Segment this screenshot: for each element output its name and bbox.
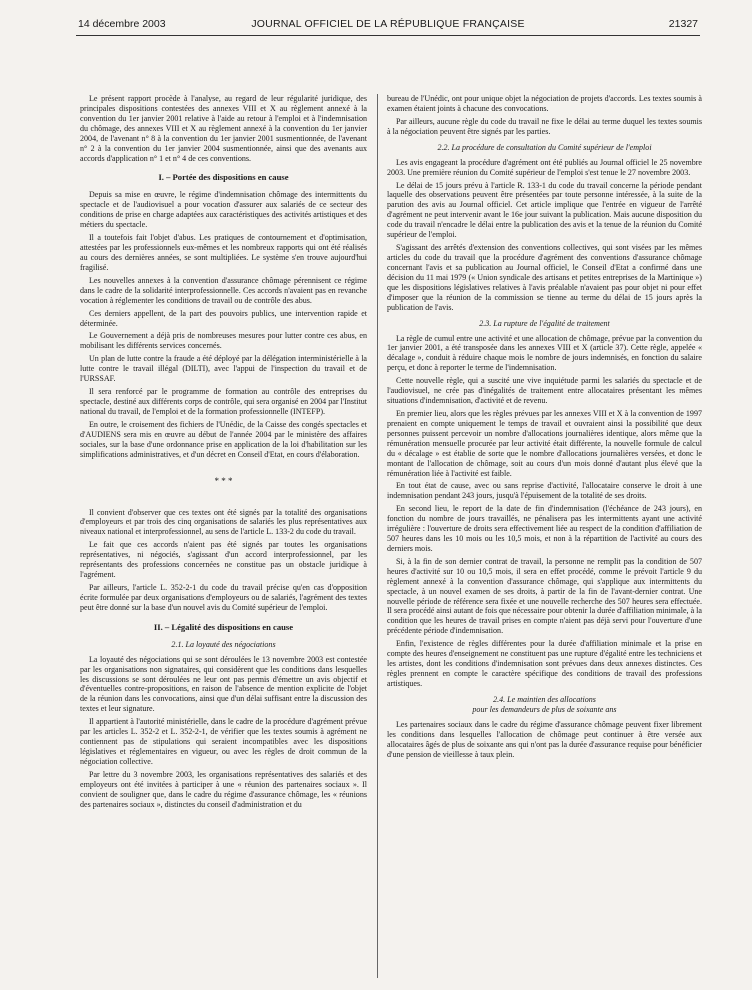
paragraph: En premier lieu, alors que les règles prévues par les annexes VIII et X à la convention de 1997 prenaient en compte uniquement le temps de travail et ouvraient ainsi la possibilité que deux personnes puissent percevoir un nombre d'allocations journalières identique, alors même que la rémunération mensuelle procurée par leur activité était différente, la nouvelle formule de calcul du « décalage » est établie de sorte que le nombre d'allocations journalières versées, et donc le montant de l'allocation de chômage, soit au cours d'un mois donné d'autant plus élevé que la rémunération liée à l'activité est faible. — [387, 408, 702, 478]
section-separator-stars: * * * — [214, 475, 233, 486]
paragraph: La loyauté des négociations qui se sont déroulées le 13 novembre 2003 est contestée par les organisations non signataires, qui considèrent que les conditions dans lesquelles les discussions se sont déroulées ne leur ont pas permis d'émettre un avis objectif et d'éventuelles contre-propositions, en raison de l'absence de mention explicite de l'objet de la réunion dans les convocations, ainsi que d'un délai suffisant entre la discussion des textes et leur signature. — [80, 654, 367, 714]
after-stars-body — [80, 508, 367, 613]
section-2-4-heading — [387, 695, 702, 715]
section-1-body — [80, 190, 367, 459]
section-2-4-heading-line-1: 2.4. Le maintien des allocations — [493, 694, 596, 704]
paragraph: En second lieu, le report de la date de fin d'indemnisation (l'échéance de 243 jours), en fonction du nombre de jours travaillés, ne pénalisera pas les intermittents ayant une activité irrégulière : l'ouverture de droits sera effectivement liée au respect de la condition d'affiliation de 507 heures dans les 10 mois ou les 10,5 mois, et non à la répartition de l'activité au cours des derniers mois. — [387, 504, 702, 553]
section-2-heading: II. – Légalité des dispositions en cause — [153, 621, 294, 632]
intro-paragraph: Le présent rapport procède à l'analyse, au regard de leur régularité juridique, des principales dispositions contestées des annexes VIII et X au règlement annexé à la convention du 1er janvier 2001 relative à l'aide au retour à l'emploi et à l'indemnisation du chômage, des annexes VIII et X au règlement annexé à la convention du 1er janvier 2004, de l'avenant n° 8 à la convention du 1er janvier 2001 susmentionnée, de l'avenant n° 2 à la convention du 1er janvier 2004 susmentionnée, ainsi que des avenants aux accords d'application n° 1 et n° 4 de ces conventions. — [80, 94, 367, 163]
paragraph: Les partenaires sociaux dans le cadre du régime d'assurance chômage peuvent fixer librement les conditions dans lesquelles l'allocation de chômage peut continuer à être versée aux allocataires âgés de plus de soixante ans qui n'ont pas la durée d'assurance requise pour bénéficier d'une pension de vieillesse à taux plein. — [387, 719, 702, 759]
section-2-3-heading: 2.3. La rupture de l'égalité de traitement — [479, 318, 610, 328]
header-journal-title: JOURNAL OFFICIEL DE LA RÉPUBLIQUE FRANÇAISE — [251, 18, 525, 30]
paragraph: Depuis sa mise en œuvre, le régime d'indemnisation chômage des intermittents du spectacle et de l'audiovisuel a pour vocation d'assurer aux salariés de ce secteur des conditions de prise en charge adaptées aux caractéristiques des activités artistiques et des métiers du spectacle. — [80, 190, 367, 230]
section-2-3-body — [387, 334, 702, 689]
header-date: 14 décembre 2003 — [78, 18, 166, 30]
section-2-4-heading-line-2: pour les demandeurs de plus de soixante ans — [472, 704, 617, 714]
paragraph: La règle de cumul entre une activité et une allocation de chômage, prévue par la convention du 1er janvier 2001, a été transposée dans les annexes VIII et X (article 37). Cette règle, appelée « décalage », conduit à réduire chaque mois le nombre de jours indemnisés, en fonction du salaire perçu, et donc à reporter le terme de l'indemnisation. — [387, 333, 702, 373]
paragraph: Il sera renforcé par le programme de formation au contrôle des entreprises du spectacle, destiné aux différents corps de contrôle, qui sera organisé en 2004 par l'Institut national du travail, de l'emploi et de la formation professionnelle (INTEFP). — [80, 387, 367, 416]
section-2-2-heading: 2.2. La procédure de consultation du Comité supérieur de l'emploi — [437, 142, 652, 152]
header-page-number: 21327 — [668, 18, 698, 30]
section-2-1-body — [80, 655, 367, 810]
left-column — [80, 94, 367, 813]
section-1-heading: I. – Portée des dispositions en cause — [158, 172, 289, 183]
section-2-2-body — [387, 158, 702, 313]
paragraph: Par ailleurs, l'article L. 352-2-1 du code du travail précise qu'en cas d'opposition écrite formulée par deux organisations d'employeurs ou de salariés, l'agrément des textes peut être donné sur la base d'un nouvel avis du Comité supérieur de l'emploi. — [80, 582, 367, 612]
paragraph: En tout état de cause, avec ou sans reprise d'activité, l'allocataire conserve le droit à une indemnisation pendant 243 jours, jusqu'à l'épuisement de la totalité de ses droits. — [387, 481, 702, 501]
paragraph: Le Gouvernement a déjà pris de nombreuses mesures pour lutter contre ces abus, en mobilisant les différents services concernés. — [80, 331, 367, 351]
paragraph: Il a toutefois fait l'objet d'abus. Les pratiques de contournement et d'optimisation, attestées par les professionnels eux-mêmes et les nombreux rapports qui ont été réalisés au cours des dernières années, se sont multipliées. Le système s'en trouve aujourd'hui fragilisé. — [80, 233, 367, 272]
page-header — [78, 14, 698, 34]
section-2-1-heading: 2.1. La loyauté des négociations — [171, 639, 276, 649]
paragraph: Si, à la fin de son dernier contrat de travail, la personne ne remplit pas la condition de 507 heures d'activité sur 10 ou 10,5 mois, il sera en effet procédé, comme le prévoit l'article 9 du règlement annexé à la convention d'assurance chômage, qui s'applique aux intermittents du spectacle, à un nouvel examen de ses droits, à partir de la fin de l'avant-dernier contrat. Une nouvelle période de référence sera fixée et une nouvelle recherche des 507 heures sera effectuée. Il sera procédé ainsi autant de fois que nécessaire pour obtenir la durée d'affiliation minimale, à la condition que les heures de travail prises en compte n'aient pas déjà servi pour l'ouverture d'une précédente période d'indemnisation. — [387, 556, 702, 636]
paragraph: Le fait que ces accords n'aient pas été signés par toutes les organisations représentatives, ni négociés, s'agissant d'un accord interprofessionnel, par les représentants des professions concernées ne constitue pas un obstacle juridique à l'agrément. — [80, 540, 367, 580]
paragraph: Il appartient à l'autorité ministérielle, dans le cadre de la procédure d'agrément prévue par les articles L. 352-2 et L. 352-2-1, de vérifier que les textes soumis à agrément ne contiennent pas de stipulations qui seraient incompatibles avec les dispositions législatives et réglementaires en vigueur, ou avec les règles de droit commun de la négociation collective. — [80, 717, 367, 766]
continued-paragraph: bureau de l'Unédic, ont pour unique objet la négociation de projets d'accords. Les textes soumis à examen étaient joints à chacune des convocations. — [387, 94, 702, 113]
column-divider — [377, 94, 378, 978]
paragraph: Les nouvelles annexes à la convention d'assurance chômage pérennisent ce régime dans le cadre de la solidarité interprofessionnelle. Ces accords n'avaient pas en revanche vocation à réglementer les conditions de travail ou de contrôle des abus. — [80, 275, 367, 305]
section-2-4-body — [387, 720, 702, 760]
right-column — [387, 94, 702, 763]
paragraph: Par lettre du 3 novembre 2003, les organisations représentatives des salariés et des employeurs ont été invitées à participer à une « réunion des partenaires sociaux ». Il convient de souligner que, dans le cadre du régime d'assurance chômage, les « réunions des partenaires sociaux », distinctes du conseil d'administration et du — [80, 769, 367, 809]
paragraph: Ces derniers appellent, de la part des pouvoirs publics, une intervention rapide et déterminée. — [80, 308, 367, 328]
paragraph: Enfin, l'existence de règles différentes pour la durée d'affiliation minimale et la prise en compte des heures d'enseignement ne constituent pas une rupture d'égalité entre les techniciens et les artistes, dont les conditions d'indemnisation sont prévues dans deux annexes distinctes. Ces règles prennent en compte le caractère spécifique des conditions de travail des professions artistiques. — [387, 639, 702, 688]
paragraph: Un plan de lutte contre la fraude a été déployé par la délégation interministérielle à la lutte contre le travail illégal (DILTI), avec l'appui de l'inspection du travail et de l'URSSAF. — [80, 354, 367, 384]
paragraph: Cette nouvelle règle, qui a suscité une vive inquiétude parmi les salariés du spectacle et de l'audiovisuel, ne crée pas d'inégalités de traitement entre allocataires présentant les mêmes situations d'indemnisation, d'activité et de revenu. — [387, 376, 702, 406]
paragraph: Par ailleurs, aucune règle du code du travail ne fixe le délai au terme duquel les textes soumis à la négociation peuvent être signés par les parties. — [387, 116, 702, 136]
header-rule — [76, 35, 700, 36]
paragraph: Il convient d'observer que ces textes ont été signés par la totalité des organisations d'employeurs et par trois des cinq organisations de salariés les plus représentatives aux niveaux national et interprofessionnel, au sens de l'article L. 133-2 du code du travail. — [80, 507, 367, 537]
paragraph: Les avis engageant la procédure d'agrément ont été publiés au Journal officiel le 25 novembre 2003. Une première réunion du Comité supérieur de l'emploi s'est tenue le 27 novembre 2003. — [387, 157, 702, 177]
paragraph: Le délai de 15 jours prévu à l'article R. 133-1 du code du travail concerne la période pendant laquelle des observations peuvent être présentées par toute personne intéressée, à la suite de la parution des avis au Journal officiel. Cet article implique que l'entrée en vigueur de l'arrêté d'agrément ne peut intervenir avant le 16e jour suivant la publication. Mais aucune disposition du code du travail n'encadre le délai entre la publication des avis et la tenue de la réunion du Comité supérieur de l'emploi. — [387, 180, 702, 240]
paragraph: En outre, le croisement des fichiers de l'Unédic, de la Caisse des congés spectacles et d'AUDIENS sera mis en œuvre au début de l'année 2004 par le ministère des affaires sociales, sur la base d'une ordonnance prise en application de la loi d'habilitation sur les simplifications administratives, et d'un décret en Conseil d'Etat, en cours d'élaboration. — [80, 419, 367, 459]
paragraph: S'agissant des arrêtés d'extension des conventions collectives, qui sont visées par les mêmes articles du code du travail que la procédure d'agrément des conventions d'assurance chômage concernant l'avis et sa publication au Journal officiel, le Conseil d'Etat a confirmé dans une décision du 11 mai 1979 (« Union syndicale des artisans et petites entreprises de la Martinique ») que les dispositions législatives relatives à l'avis préalable n'avaient pas pour objet ni pour effet d'imposer que la réunion de la commission se tienne au terme du délai de 15 jours après la publication de l'avis. — [387, 243, 702, 312]
